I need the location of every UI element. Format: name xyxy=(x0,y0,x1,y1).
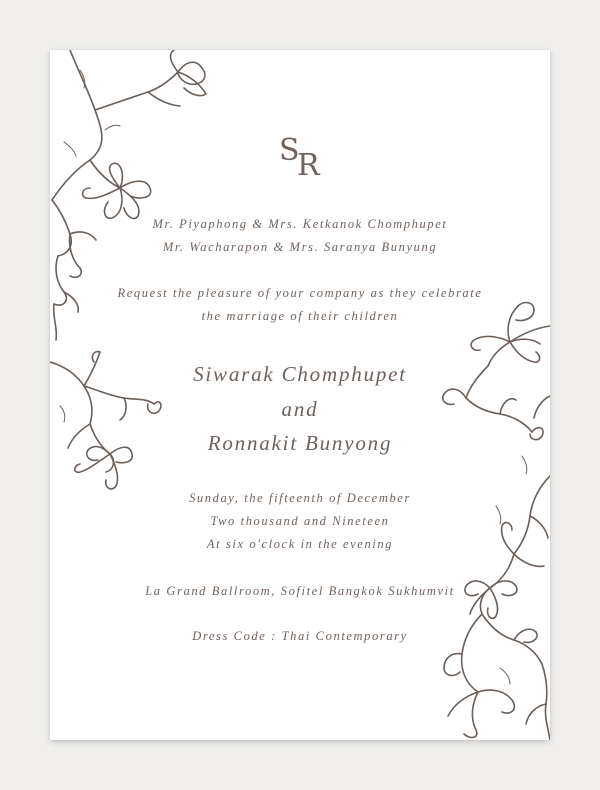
monogram-letter-r: R xyxy=(297,148,320,183)
dress-code-line: Dress Code : Thai Contemporary xyxy=(192,629,408,643)
time-line: At six o'clock in the evening xyxy=(206,537,394,551)
venue-line: La Grand Ballroom, Sofitel Bangkok Sukhumvit xyxy=(145,584,455,598)
parents-line-2: Mr. Wacharapon & Mrs. Saranya Bunyung xyxy=(162,240,438,254)
request-line-2: the marriage of their children xyxy=(201,309,399,323)
invitation-card xyxy=(50,50,550,740)
floral-branch-right xyxy=(430,276,550,740)
date-line: Sunday, the fifteenth of December xyxy=(189,491,411,505)
year-line: Two thousand and Nineteen xyxy=(210,514,390,528)
request-line-1: Request the pleasure of your company as they celebrate xyxy=(117,286,483,300)
monogram-letter-s: S xyxy=(279,133,300,168)
conjunction-and: and xyxy=(281,397,319,421)
bride-name: Siwarak Chomphupet xyxy=(193,362,407,386)
groom-name: Ronnakit Bunyong xyxy=(207,431,393,455)
floral-branch-top-left xyxy=(50,50,220,350)
parents-line-1: Mr. Piyaphong & Mrs. Ketkanok Chomphupet xyxy=(152,217,448,231)
monogram xyxy=(50,134,550,184)
